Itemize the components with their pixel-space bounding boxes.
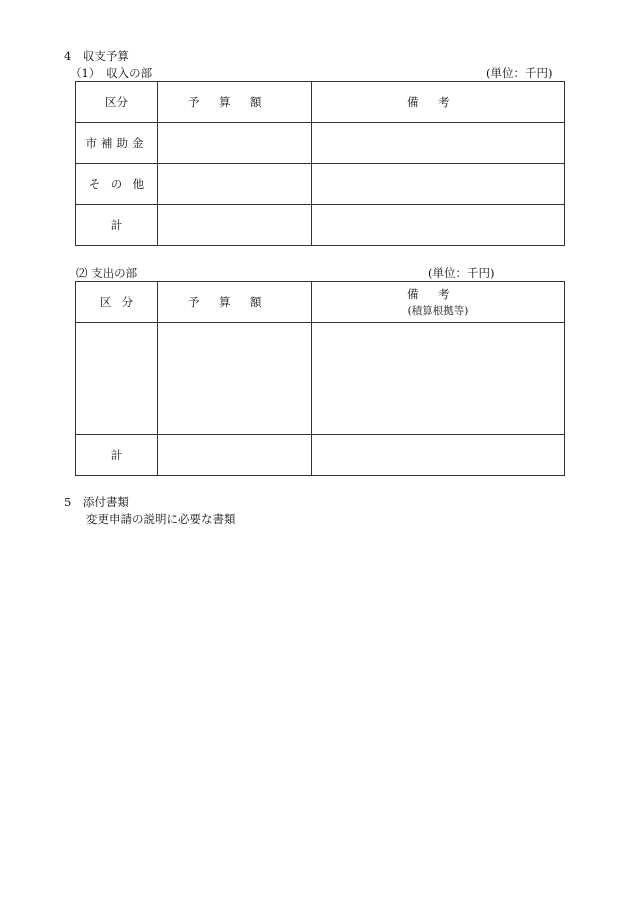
- expense-row-budget-cell[interactable]: [158, 323, 312, 435]
- income-row-remarks-cell[interactable]: [312, 123, 565, 164]
- expense-row-remarks-cell[interactable]: [312, 323, 565, 435]
- expense-row: [76, 323, 565, 435]
- section-5-heading: 5 添付書類: [64, 495, 129, 509]
- expense-total-row: [76, 435, 565, 476]
- expense-header-budget: 予算額: [158, 282, 312, 323]
- income-total-label: 計: [76, 205, 158, 246]
- expense-unit-label: (単位：千円): [428, 266, 495, 280]
- expense-total-label: 計: [76, 435, 158, 476]
- expense-header-row: [76, 282, 565, 323]
- income-row-budget-cell[interactable]: [158, 164, 312, 205]
- section-5-body: 変更申請の説明に必要な書類: [86, 512, 236, 526]
- income-row-budget-cell[interactable]: [158, 123, 312, 164]
- income-total-row: [76, 205, 565, 246]
- income-row-city-subsidy: [76, 123, 565, 164]
- income-row-category: 市補助金: [76, 123, 158, 164]
- income-row-remarks-cell[interactable]: [312, 164, 565, 205]
- expense-header-remarks-note: (積算根拠等): [407, 305, 469, 317]
- section-4-heading: 4 収支予算: [64, 49, 129, 63]
- income-header-category: 区分: [76, 82, 158, 123]
- income-total-remarks-cell[interactable]: [312, 205, 565, 246]
- expense-header-category: 区分: [76, 282, 158, 323]
- income-row-other: [76, 164, 565, 205]
- income-header-remarks: 備考: [312, 82, 565, 123]
- expense-table: [75, 281, 565, 476]
- expense-section-heading: ⑵ 支出の部: [76, 266, 138, 280]
- expense-header-remarks: 備考: [406, 287, 470, 301]
- income-header-budget: 予算額: [158, 82, 312, 123]
- income-total-budget-cell[interactable]: [158, 205, 312, 246]
- income-table: [75, 81, 565, 246]
- expense-total-remarks-cell[interactable]: [312, 435, 565, 476]
- income-unit-label: (単位：千円): [486, 66, 553, 80]
- income-section-heading: （1） 収入の部: [70, 66, 153, 80]
- income-header-row: [76, 82, 565, 123]
- expense-header-remarks-cell: [312, 282, 565, 323]
- expense-total-budget-cell[interactable]: [158, 435, 312, 476]
- income-row-category: その他: [76, 164, 158, 205]
- expense-row-category-cell[interactable]: [76, 323, 158, 435]
